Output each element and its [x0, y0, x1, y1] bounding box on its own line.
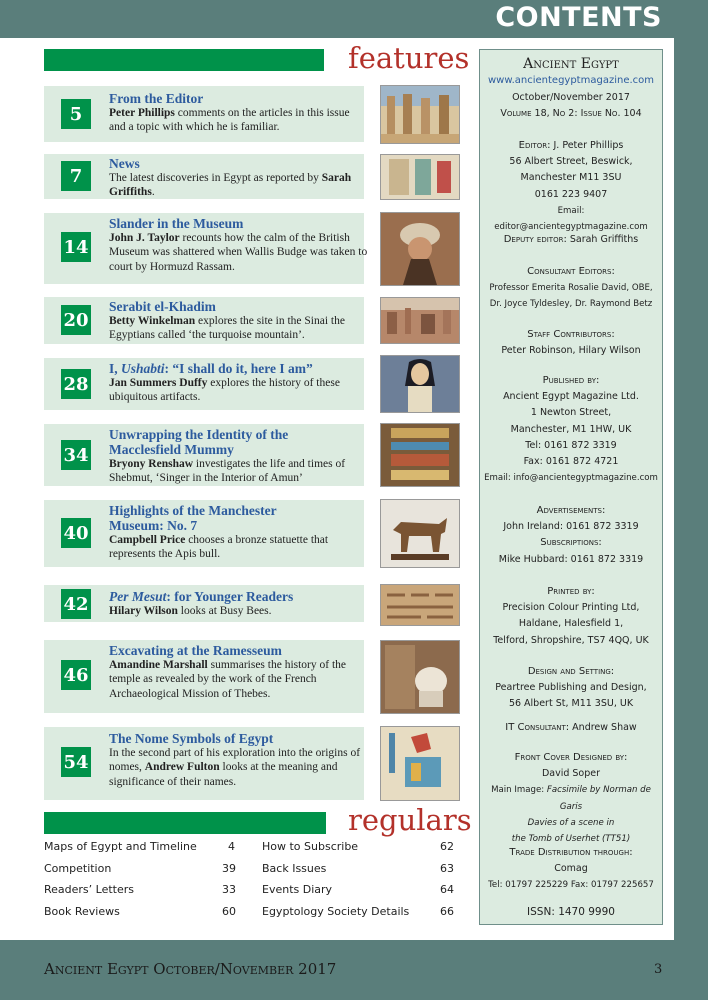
page-number: 20 — [61, 305, 91, 335]
feature-text: Excavating at the Ramesseum Amandine Marshall summarises the history of the temple as revealed by the work of the French Archaeological Mission of Thebes. — [109, 643, 369, 701]
hieroglyph-relief-photo — [380, 584, 460, 626]
deputy-editor-info: Deputy editor: Sarah Griffiths — [503, 234, 639, 245]
regular-item-page: 60 — [222, 905, 236, 918]
regular-item-label[interactable]: Back Issues — [262, 862, 327, 875]
consultant-editors: Consultant Editors: Professor Emerita Rosalie David, OBE, Dr. Joyce Tyldesley, Dr. Raymond Betz — [489, 266, 653, 310]
feature-author: Sarah Griffiths — [109, 172, 352, 199]
feature-item-per-mesut[interactable] — [44, 585, 364, 622]
feature-author: John J. Taylor — [109, 232, 180, 244]
regulars-bar — [44, 812, 326, 834]
feature-author: Peter Phillips — [109, 107, 175, 119]
feature-author: Andrew Fulton — [144, 761, 220, 774]
footer-page-number: 3 — [654, 962, 663, 977]
page-number: 46 — [61, 660, 91, 690]
feature-item-ushabti[interactable] — [44, 358, 364, 410]
printer-info: Printed by: Precision Colour Printing Ltd, Haldane, Halesfield 1, Telford, Shropshire, TS7 4QQ, UK — [493, 586, 649, 646]
regular-item-page: 63 — [440, 862, 454, 875]
cover-credits: Front Cover Designed by: David Soper Main Image: Facsimile by Norman de Garis Davies of a scene in the Tomb of Userhet (TT51) — [491, 752, 651, 845]
trade-distribution: Trade Distribution through: Comag Tel: 01797 225229 Fax: 01797 225657 — [488, 847, 654, 891]
feature-title: News — [109, 156, 140, 171]
page-number: 5 — [61, 99, 91, 129]
issn: ISSN: 1470 9990 — [527, 906, 615, 918]
page-number: 54 — [61, 747, 91, 777]
feature-text: Highlights of the Manchester Museum: No. 7 Campbell Price chooses a bronze statuette that represents the Apis bull. — [109, 503, 329, 561]
feature-text: I, Ushabti: “I shall do it, here I am” Jan Summers Duffy explores the history of these ubiquitous artifacts. — [109, 361, 369, 405]
feature-text: Per Mesut: for Younger Readers Hilary Wilson looks at Busy Bees. — [109, 589, 369, 618]
feature-title: Per Mesut: for Younger Readers — [109, 589, 294, 604]
feature-author: Bryony Renshaw — [109, 458, 194, 470]
feature-item-slander-in-the-museum[interactable] — [44, 213, 368, 284]
feature-item-macclesfield-mummy[interactable] — [44, 424, 364, 486]
tomb-painting-photo — [380, 154, 460, 200]
feature-item-serabit-el-khadim[interactable] — [44, 297, 364, 344]
regular-item-label[interactable]: Book Reviews — [44, 905, 120, 918]
staff-contributors: Staff Contributors: Peter Robinson, Hilary Wilson — [501, 329, 641, 357]
feature-title: Excavating at the Ramesseum — [109, 643, 282, 658]
regular-item-page: 39 — [222, 862, 236, 875]
regular-item-page: 66 — [440, 905, 454, 918]
issue-info: October/November 2017 Volume 18, No 2: Issue No. 104 — [500, 92, 642, 120]
feature-text: Slander in the Museum John J. Taylor recounts how the calm of the British Museum was shattered when Wallis Budge was taken to court by Hormuzd Rassam. — [109, 216, 368, 273]
page-number: 42 — [61, 589, 91, 619]
advertising-info: Advertisements: John Ireland: 0161 872 3319 Subscriptions: Mike Hubbard: 0161 872 3319 — [498, 505, 644, 565]
feature-author: Amandine Marshall — [109, 659, 208, 671]
regular-item-label[interactable]: Egyptology Society Details — [262, 905, 410, 918]
publisher-email[interactable]: Email: info@ancientegyptmagazine.com — [484, 473, 658, 484]
regulars-heading: regulars — [348, 803, 472, 837]
feature-title: From the Editor — [109, 91, 204, 106]
portrait-photo — [380, 212, 460, 286]
regular-item-page: 62 — [440, 840, 454, 853]
regular-item-label[interactable]: Readers’ Letters — [44, 883, 135, 896]
magazine-name: Ancient Egypt — [523, 56, 619, 72]
ruins-photo — [380, 297, 460, 344]
feature-item-manchester-museum[interactable] — [44, 500, 364, 567]
feature-author: Hilary Wilson — [109, 605, 178, 617]
page-number: 40 — [61, 518, 91, 548]
temple-columns-photo — [380, 85, 460, 144]
nome-symbol-painting-photo — [380, 726, 460, 801]
design-info: Design and Setting: Peartree Publishing and Design, 56 Albert St, M11 3SU, UK — [495, 666, 647, 710]
regular-item-page: 64 — [440, 883, 454, 896]
feature-title: I, Ushabti: “I shall do it, here I am” — [109, 361, 313, 376]
editor-email[interactable]: Email: editor@ancientegyptmagazine.com — [494, 205, 648, 233]
feature-text: News The latest discoveries in Egypt as reported by Sarah Griffiths. — [109, 156, 369, 200]
feature-title: Unwrapping the Identity of the Macclesfield Mummy — [109, 427, 289, 457]
feature-text: From the Editor Peter Phillips comments on the articles in this issue and a topic with which he is familiar. — [109, 91, 369, 135]
page-number: 28 — [61, 369, 91, 399]
feature-item-from-the-editor[interactable] — [44, 86, 364, 142]
mummy-case-photo — [380, 423, 460, 487]
feature-text: The Nome Symbols of Egypt In the second part of his exploration into the origins of nomes, Andrew Fulton looks at the meaning and significance of their names. — [109, 731, 369, 789]
footer-issue-line: Ancient Egypt October/November 2017 — [44, 960, 337, 978]
regular-item-label[interactable]: Competition — [44, 862, 112, 875]
ushabti-figure-photo — [380, 355, 460, 413]
feature-title: Serabit el-Khadim — [109, 299, 216, 314]
feature-author: Campbell Price — [109, 534, 186, 546]
feature-item-news[interactable] — [44, 154, 364, 199]
feature-title: Highlights of the Manchester Museum: No. 7 — [109, 503, 277, 533]
page-number: 7 — [61, 161, 91, 191]
regular-item-label[interactable]: How to Subscribe — [262, 840, 359, 853]
feature-text: Serabit el-Khadim Betty Winkelman explores the site in the Sinai the Egyptians called ‘the turquoise mountain’. — [109, 299, 369, 343]
excavation-photo — [380, 640, 460, 714]
regular-item-page: 33 — [222, 883, 236, 896]
feature-item-ramesseum[interactable] — [44, 640, 364, 713]
masthead-sidebar — [479, 49, 663, 925]
feature-text: Unwrapping the Identity of the Macclesfield Mummy Bryony Renshaw investigates the life and times of Shebmut, ‘Singer in the Interior of Amun’ — [109, 427, 346, 485]
regular-item-label[interactable]: Maps of Egypt and Timeline — [44, 840, 197, 853]
feature-title: Slander in the Museum — [109, 216, 244, 231]
feature-author: Jan Summers Duffy — [109, 377, 208, 389]
editor-info: Editor: J. Peter Phillips 56 Albert Street, Beswick, Manchester M11 3SU 0161 223 9407 Email: editor@ancientegyptmagazine.com — [482, 138, 660, 235]
page-title: CONTENTS — [495, 2, 662, 33]
feature-title: The Nome Symbols of Egypt — [109, 731, 274, 746]
feature-author: Betty Winkelman — [109, 315, 196, 327]
apis-bull-statuette-photo — [380, 499, 460, 568]
features-heading: features — [348, 41, 470, 75]
features-bar — [44, 49, 324, 71]
publisher-info: Published by: Ancient Egypt Magazine Ltd. 1 Newton Street, Manchester, M1 1HW, UK Tel: 0161 872 3319 Fax: 0161 872 4721 Email: info@ancientegyptmagazine.com — [482, 373, 660, 486]
feature-item-nome-symbols[interactable] — [44, 727, 364, 800]
regular-item-label[interactable]: Events Diary — [262, 883, 333, 896]
it-consultant-info: IT Consultant: Andrew Shaw — [505, 722, 637, 733]
page-number: 14 — [61, 232, 91, 262]
website-link[interactable]: www.ancientegyptmagazine.com — [487, 75, 655, 86]
regular-item-page: 4 — [228, 840, 235, 853]
page-number: 34 — [61, 440, 91, 470]
